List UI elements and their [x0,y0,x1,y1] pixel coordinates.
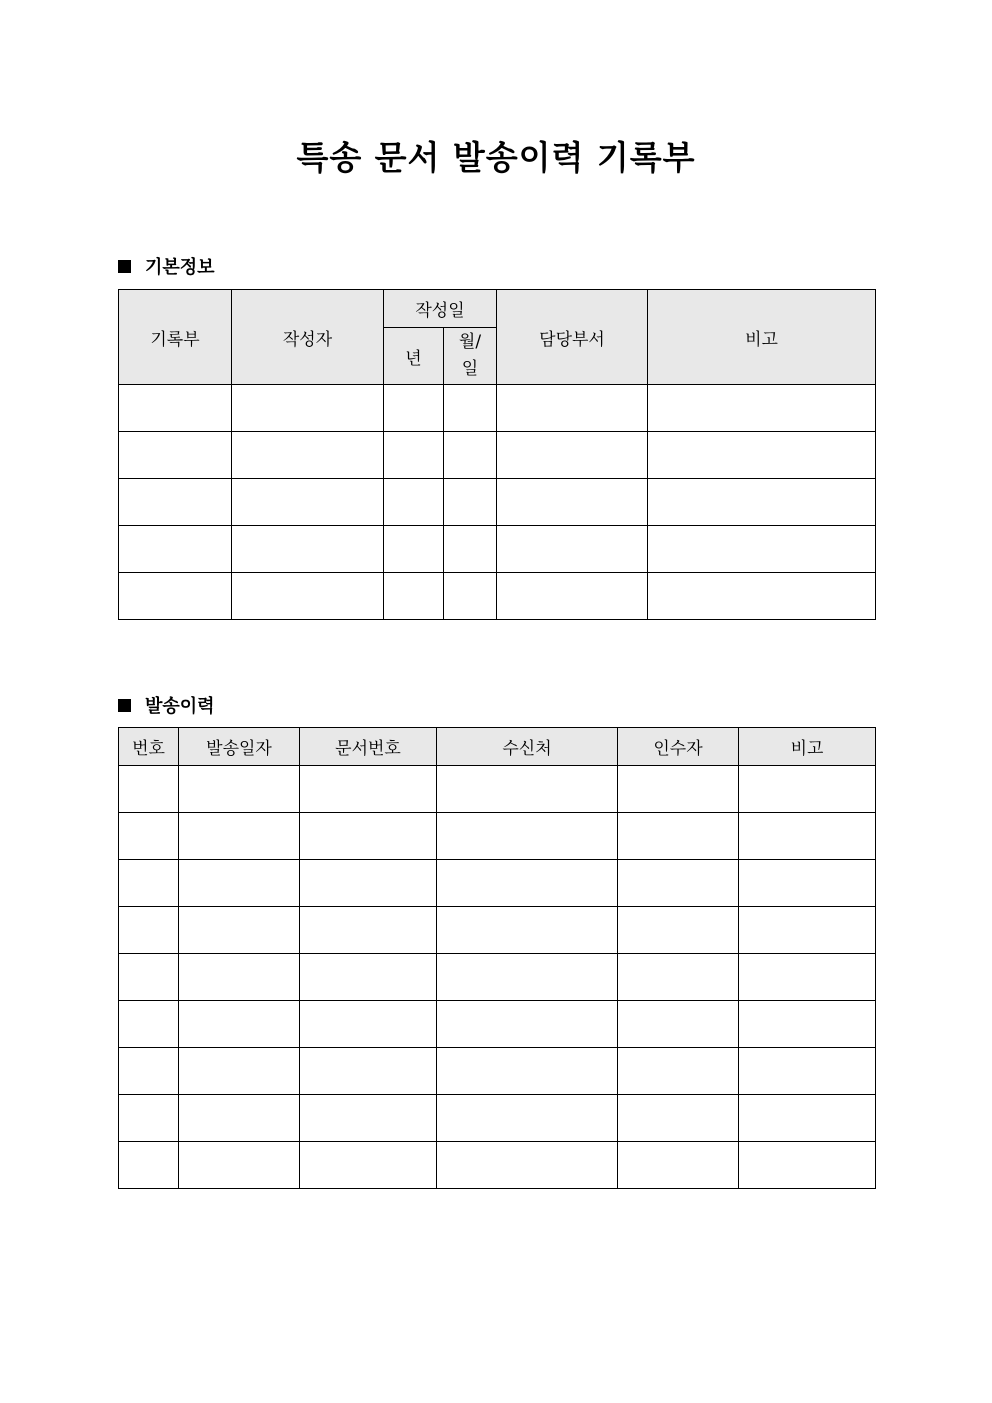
table-cell[interactable] [179,1048,300,1095]
table-row [119,907,876,954]
table-row [119,385,876,432]
table-cell[interactable] [618,1142,739,1189]
table-cell[interactable] [179,1142,300,1189]
table-cell[interactable] [497,573,648,620]
table-cell[interactable] [119,907,179,954]
table-cell[interactable] [437,1142,618,1189]
table-cell[interactable] [119,432,232,479]
table-cell[interactable] [618,954,739,1001]
table-cell[interactable] [300,813,437,860]
table-cell[interactable] [618,1001,739,1048]
table-cell[interactable] [232,432,384,479]
table-cell[interactable] [618,860,739,907]
header-number: 번호 [119,728,179,766]
table-row [119,860,876,907]
header-receiver: 인수자 [618,728,739,766]
table-cell[interactable] [119,860,179,907]
header-month-day-line1: 월/ [458,332,482,352]
table-cell[interactable] [739,1001,876,1048]
table-row [119,432,876,479]
table-cell[interactable] [437,954,618,1001]
table-cell[interactable] [648,526,876,573]
table-row [119,573,876,620]
table-cell[interactable] [119,479,232,526]
table-cell[interactable] [618,813,739,860]
table-row [119,813,876,860]
table-cell[interactable] [648,385,876,432]
table-cell[interactable] [384,479,444,526]
table-cell[interactable] [300,954,437,1001]
table-cell[interactable] [739,1142,876,1189]
table-cell[interactable] [232,573,384,620]
table-cell[interactable] [648,479,876,526]
shipping-history-heading-label: 발송이력 [145,696,215,717]
basic-info-heading [118,253,215,279]
page-title: 특송 문서 발송이력 기록부 [296,138,696,177]
shipping-history-table [118,727,876,1189]
table-cell[interactable] [179,860,300,907]
table-cell[interactable] [739,907,876,954]
table-cell[interactable] [232,526,384,573]
table-cell[interactable] [648,573,876,620]
table-cell[interactable] [444,573,497,620]
table-row [119,766,876,813]
table-cell[interactable] [119,954,179,1001]
table-cell[interactable] [497,432,648,479]
header-document-number: 문서번호 [300,728,437,766]
table-cell[interactable] [119,813,179,860]
shipping-history-heading [118,692,215,718]
table-cell[interactable] [119,1142,179,1189]
table-cell[interactable] [179,1095,300,1142]
table-cell[interactable] [119,1095,179,1142]
table-cell[interactable] [384,432,444,479]
table-row [119,1001,876,1048]
table-cell[interactable] [119,1001,179,1048]
table-cell[interactable] [444,479,497,526]
table-cell[interactable] [437,813,618,860]
table-cell[interactable] [739,860,876,907]
table-cell[interactable] [119,766,179,813]
table-row [119,1142,876,1189]
table-cell[interactable] [739,813,876,860]
header-department: 담당부서 [497,290,648,385]
table-cell[interactable] [179,907,300,954]
table-cell[interactable] [179,813,300,860]
table-cell[interactable] [179,1001,300,1048]
basic-info-heading-label: 기본정보 [145,257,215,278]
header-written-date: 작성일 [384,290,497,328]
table-cell[interactable] [437,766,618,813]
table-row [119,1095,876,1142]
table-cell[interactable] [497,526,648,573]
table-cell[interactable] [300,766,437,813]
table-cell[interactable] [232,385,384,432]
table-cell[interactable] [437,1048,618,1095]
table-cell[interactable] [300,1048,437,1095]
table-cell[interactable] [179,766,300,813]
table-cell[interactable] [384,573,444,620]
table-cell[interactable] [618,907,739,954]
table-cell[interactable] [739,1095,876,1142]
square-bullet-icon [118,699,131,712]
basic-info-table [118,289,876,620]
table-cell[interactable] [119,526,232,573]
table-row [119,954,876,1001]
table-cell[interactable] [119,1048,179,1095]
table-cell[interactable] [300,907,437,954]
square-bullet-icon [118,260,131,273]
header-month-day [444,328,497,385]
header-remarks: 비고 [648,290,876,385]
table-cell[interactable] [232,479,384,526]
header-author: 작성자 [232,290,384,385]
header-year: 년 [384,328,444,385]
table-cell[interactable] [300,1095,437,1142]
table-cell[interactable] [179,954,300,1001]
table-cell[interactable] [444,526,497,573]
header-month-day-line2: 일 [461,359,479,379]
table-cell[interactable] [119,573,232,620]
table-cell[interactable] [497,385,648,432]
table-row [119,479,876,526]
table-cell[interactable] [444,385,497,432]
table-cell[interactable] [437,1001,618,1048]
table-cell[interactable] [739,1048,876,1095]
table-cell[interactable] [119,385,232,432]
table-cell[interactable] [437,860,618,907]
header-send-date: 발송일자 [179,728,300,766]
table-cell[interactable] [384,385,444,432]
table-cell[interactable] [384,526,444,573]
header-recorder: 기록부 [119,290,232,385]
table-cell[interactable] [648,432,876,479]
header-recipient: 수신처 [437,728,618,766]
table-row [119,1048,876,1095]
table-cell[interactable] [618,1048,739,1095]
table-cell[interactable] [437,907,618,954]
table-cell[interactable] [300,1001,437,1048]
table-cell[interactable] [300,860,437,907]
table-cell[interactable] [739,766,876,813]
table-cell[interactable] [300,1142,437,1189]
header-remarks: 비고 [739,728,876,766]
table-row [119,526,876,573]
table-cell[interactable] [618,766,739,813]
table-cell[interactable] [437,1095,618,1142]
table-cell[interactable] [618,1095,739,1142]
table-cell[interactable] [497,479,648,526]
table-cell[interactable] [739,954,876,1001]
table-cell[interactable] [444,432,497,479]
